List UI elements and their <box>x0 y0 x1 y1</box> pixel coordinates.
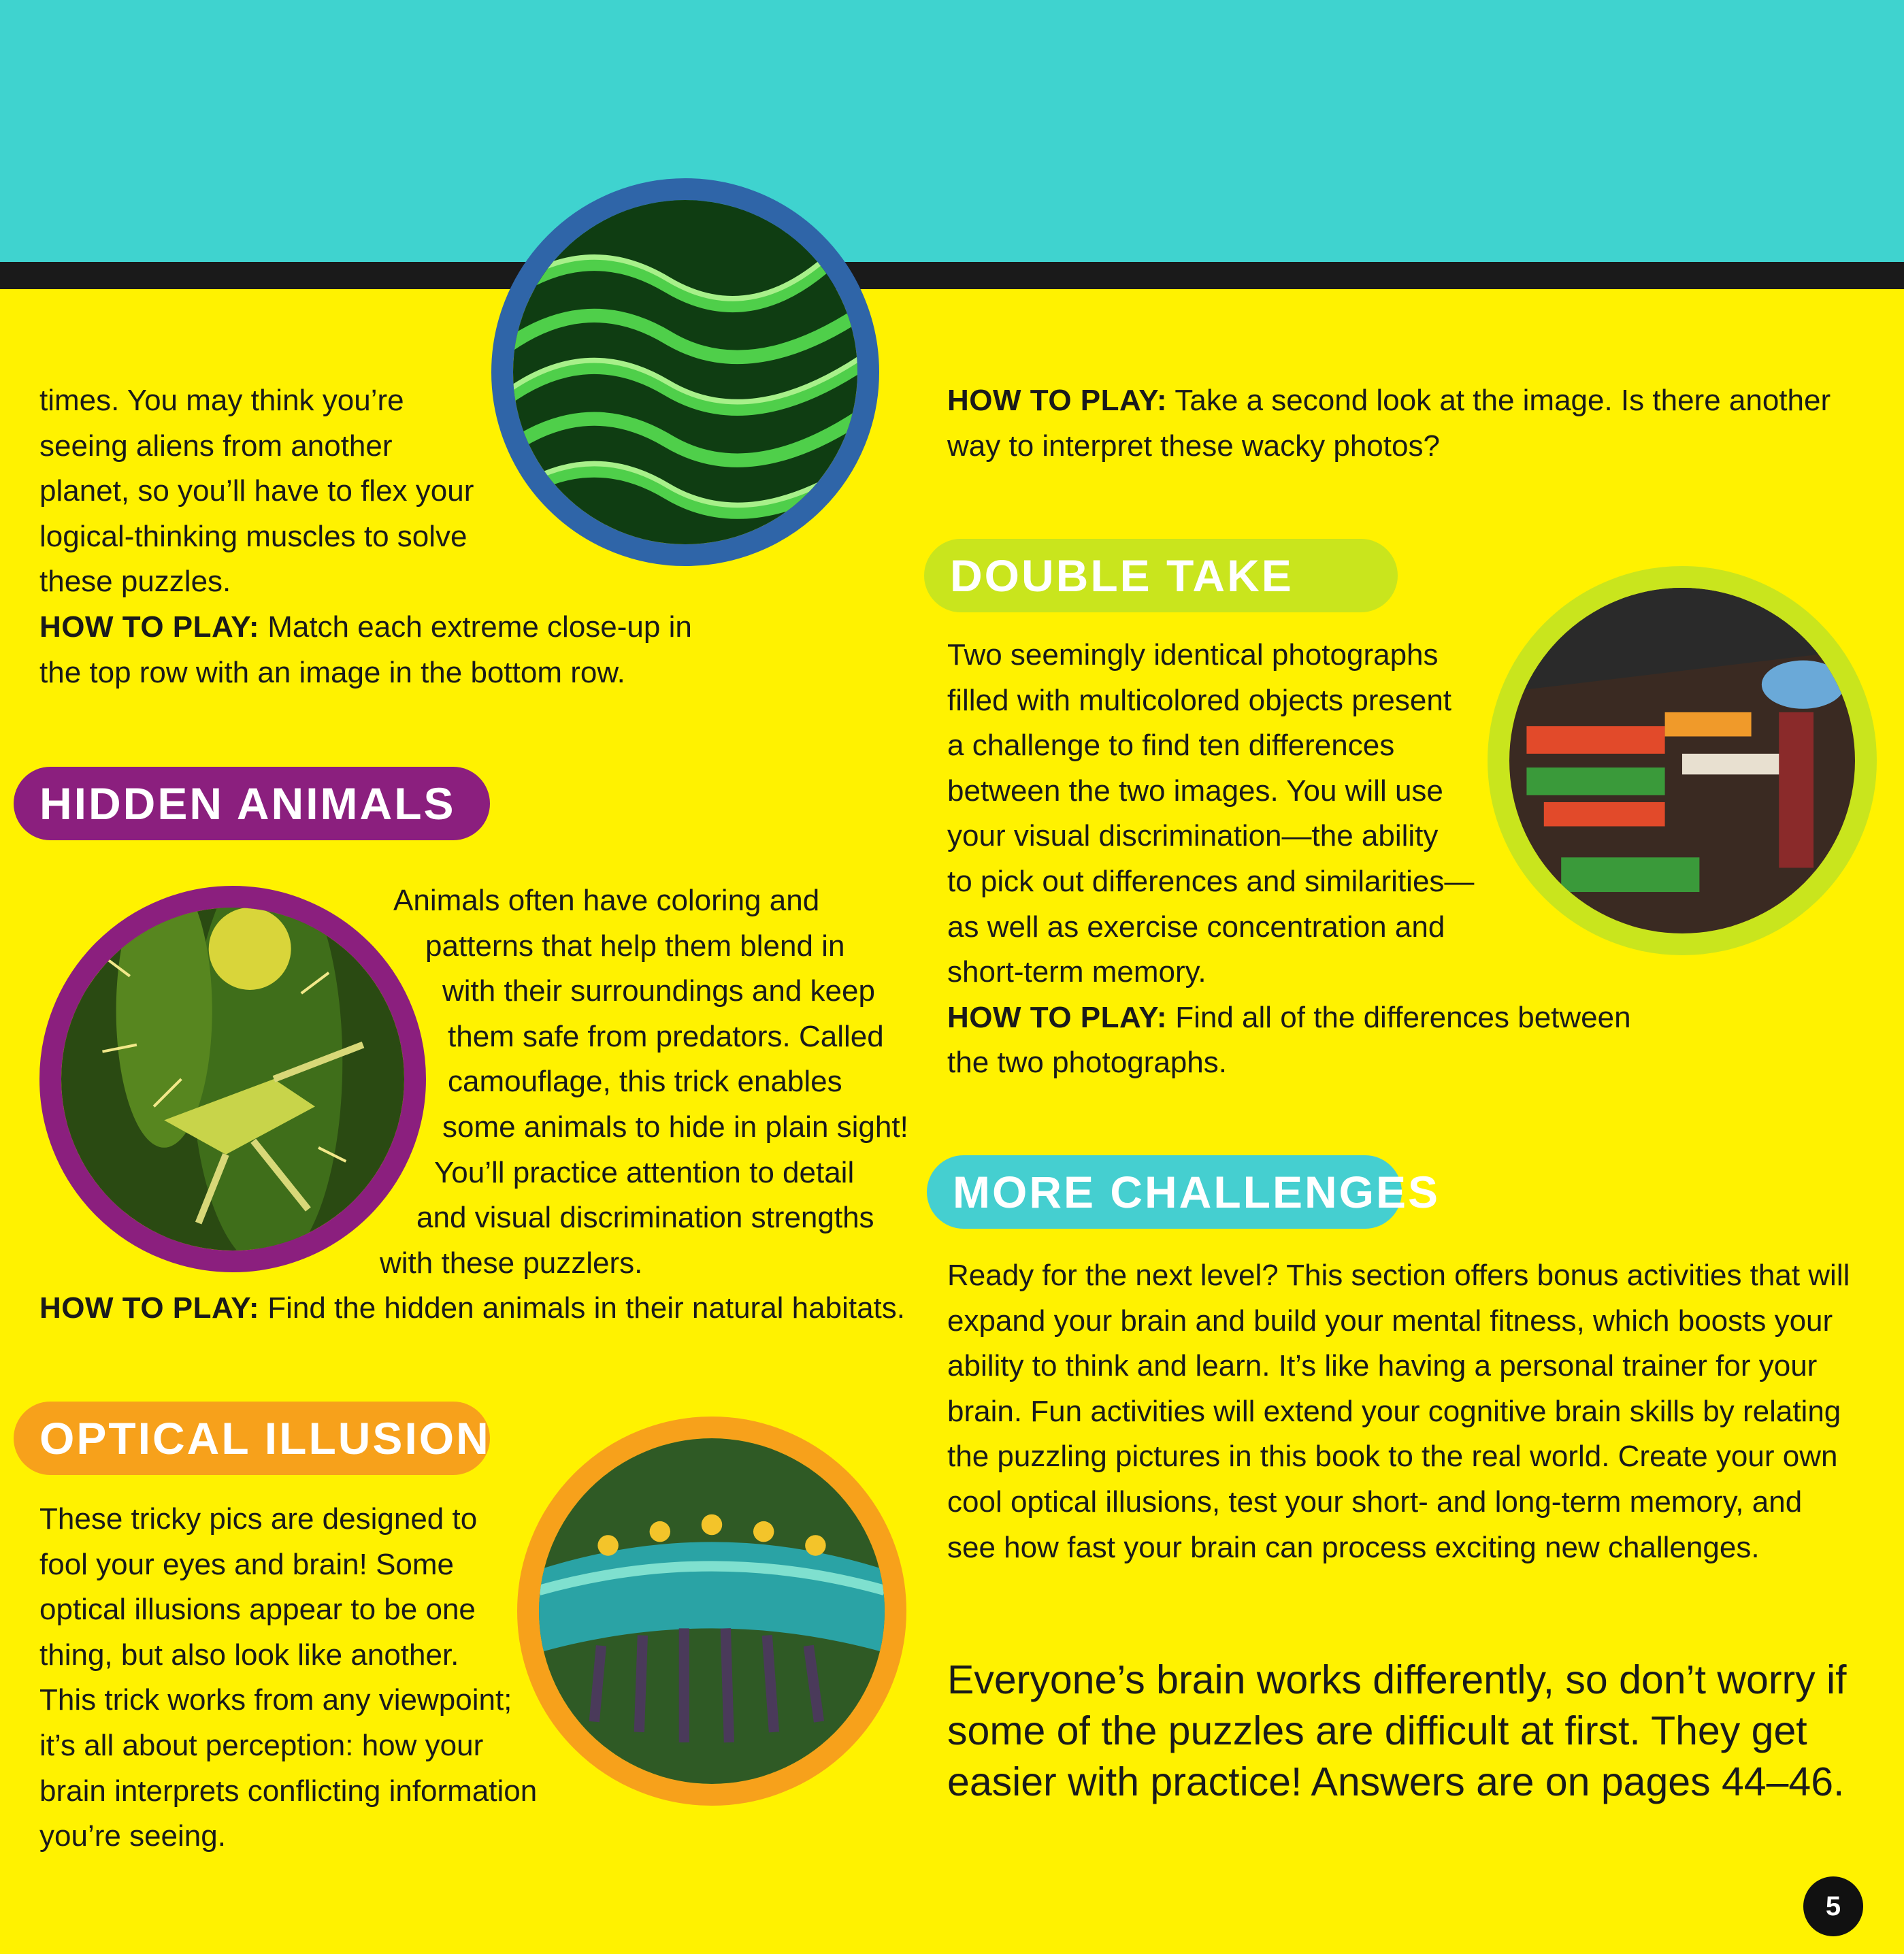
optical-illusion-heading: OPTICAL ILLUSION <box>14 1402 490 1475</box>
double-take-heading: DOUBLE TAKE <box>924 539 1398 612</box>
hidden-animals-heading: HIDDEN ANIMALS <box>14 767 490 840</box>
hidden-animals-text: Animals often have coloring and patterns that help them blend in with their surroundings and keep them safe from predators. Called camouflage, this trick enables some animals to hide in plain sight! You’ll practice attention to detail and visual discrimination strengths with these puzzlers. HOW TO PLAY: Find the hidden animals in their natural habitats. <box>39 884 908 1325</box>
wacky-how-to-play: HOW TO PLAY: Take a second look at the image. Is there another way to interpret these wacky photos? <box>947 384 1831 463</box>
how-to-play-label: HOW TO PLAY: <box>39 610 259 644</box>
top-divider <box>0 262 1904 289</box>
intro-text: times. You may think you’re seeing aliens from another planet, so you’ll have to flex your logical-thinking muscles to solve these puzzles. HOW TO PLAY: Match each extreme close-up in the top row with an image in the bottom row. <box>39 384 692 689</box>
more-challenges-heading: MORE CHALLENGES <box>927 1155 1402 1229</box>
top-color-band <box>0 0 1904 262</box>
more-challenges-text: Ready for the next level? This section offers bonus activities that will expand your brain and build your mental fitness, which boosts your ability to think and learn. It’s like having a personal trainer for your brain. Fun activities will extend your cognitive brain skills by relating the puzzling pictures in this book to the real world. Create your own cool optical illusions, test your short- and long-term memory, and see how fast your brain can process exciting new challenges. <box>947 1259 1850 1564</box>
page-number: 5 <box>1803 1876 1863 1936</box>
closing-note: Everyone’s brain works differently, so don’t worry if some of the puzzles are difficult at first. They get easier with practice! Answers are on pages 44–46. <box>947 1657 1847 1804</box>
double-take-text: Two seemingly identical photographs filled with multicolored objects present a challenge to find ten differences between the two images. You will use your visual discrimination—the ability to pick out differences and similarities— as well as exercise concentration and short-term memory. HOW TO PLAY: Find all of the differences between the two photographs. <box>947 638 1631 1080</box>
optical-illusion-photo <box>517 1417 906 1806</box>
optical-illusion-text: These tricky pics are designed to fool your eyes and brain! Some optical illusions appear to be one thing, but also look like another. This trick works from any viewpoint; it’s all about perception: how your brain interprets conflicting information you’re seeing. <box>39 1502 538 1853</box>
